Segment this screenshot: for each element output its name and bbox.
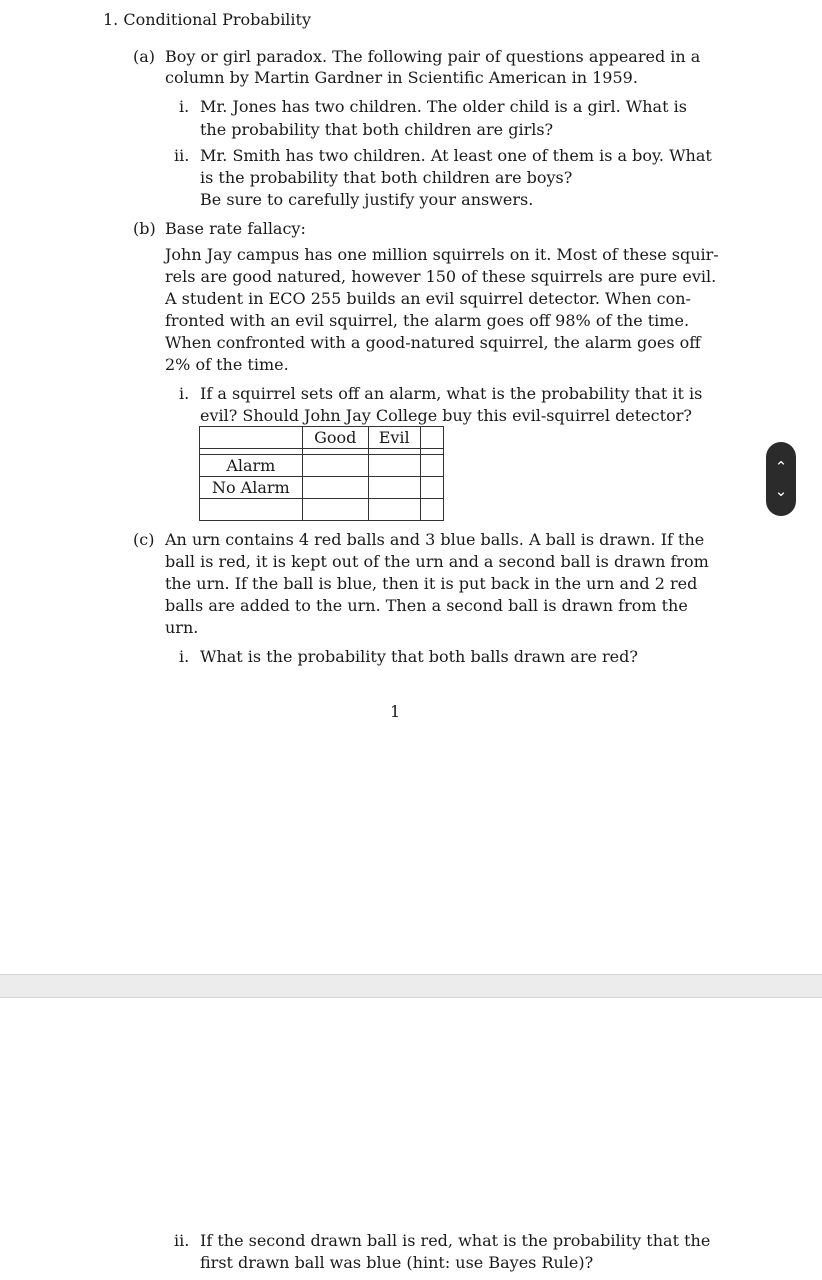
part-b-q1-line: evil? Should John Jay College buy this evil-squirrel detector?: [200, 406, 692, 425]
table-cell: [302, 455, 368, 477]
part-b-q1-label: i.: [179, 384, 190, 403]
part-b-line: rels are good natured, however 150 of these squirrels are pure evil.: [165, 267, 717, 286]
part-c-line: ball is red, it is kept out of the urn and a second ball is drawn from: [165, 552, 709, 571]
chevron-down-icon[interactable]: ⌄: [774, 482, 788, 500]
part-b-line: When confronted with a good-natured squirrel, the alarm goes off: [165, 333, 701, 352]
part-b-q1-line: If a squirrel sets off an alarm, what is the probability that it is: [200, 384, 703, 403]
col-header-evil: Evil: [368, 427, 420, 449]
part-c-line: An urn contains 4 red balls and 3 blue balls. A ball is drawn. If the: [165, 530, 705, 549]
part-b-line: A student in ECO 255 builds an evil squirrel detector. When con-: [165, 289, 691, 308]
row-label-alarm: Alarm: [200, 455, 303, 477]
part-c-q2-line: If the second drawn ball is red, what is the probability that the: [200, 1231, 711, 1250]
part-c-q1-text: What is the probability that both balls drawn are red?: [200, 647, 638, 666]
part-c-line: the urn. If the ball is blue, then it is put back in the urn and 2 red: [165, 574, 698, 593]
page-number: 1: [390, 702, 401, 721]
table-cell: [420, 477, 443, 499]
page-break-bar: [0, 974, 822, 998]
part-b-line: fronted with an evil squirrel, the alarm goes off 98% of the time.: [165, 311, 690, 330]
part-b-heading: Base rate fallacy:: [165, 219, 306, 238]
part-b-line: John Jay campus has one million squirrels on it. Most of these squir-: [165, 245, 719, 264]
part-a-label: (a): [133, 47, 156, 66]
table-cell: [302, 499, 368, 521]
chevron-up-icon[interactable]: ⌃: [774, 458, 788, 476]
section-title: 1. Conditional Probability: [103, 10, 312, 29]
table-cell: [420, 499, 443, 521]
part-a-q2-line: is the probability that both children are boys?: [200, 168, 573, 187]
part-c-q1-label: i.: [179, 647, 190, 666]
table-cell: [302, 477, 368, 499]
part-a-line: column by Martin Gardner in Scientific American in 1959.: [165, 68, 638, 87]
part-a-line: Boy or girl paradox. The following pair of questions appeared in a: [165, 47, 701, 66]
part-c-q2-label: ii.: [174, 1231, 190, 1250]
part-b-label: (b): [133, 219, 156, 238]
page-navigator: [766, 442, 796, 516]
part-a-q2-line: Be sure to carefully justify your answers.: [200, 190, 534, 209]
row-label-no-alarm: No Alarm: [200, 477, 303, 499]
table-cell: [368, 499, 420, 521]
part-a-q1-line: the probability that both children are girls?: [200, 120, 554, 139]
part-c-label: (c): [133, 530, 155, 549]
table-corner-cell: [200, 427, 303, 449]
table-cell: [200, 499, 303, 521]
table-cell: [420, 455, 443, 477]
part-a-q2-line: Mr. Smith has two children. At least one of them is a boy. What: [200, 146, 712, 165]
part-a-q2-label: ii.: [174, 146, 190, 165]
table-cell: [368, 455, 420, 477]
alarm-table: [199, 426, 444, 521]
part-a-q1-line: Mr. Jones has two children. The older child is a girl. What is: [200, 97, 687, 116]
part-a-q1-label: i.: [179, 97, 190, 116]
part-c-q2-line: first drawn ball was blue (hint: use Bayes Rule)?: [200, 1253, 594, 1272]
col-header-good: Good: [302, 427, 368, 449]
table-cell: [368, 477, 420, 499]
part-c-line: balls are added to the urn. Then a second ball is drawn from the: [165, 596, 688, 615]
part-c-line: urn.: [165, 618, 199, 637]
table-empty-cell: [420, 427, 443, 449]
part-b-line: 2% of the time.: [165, 355, 289, 374]
